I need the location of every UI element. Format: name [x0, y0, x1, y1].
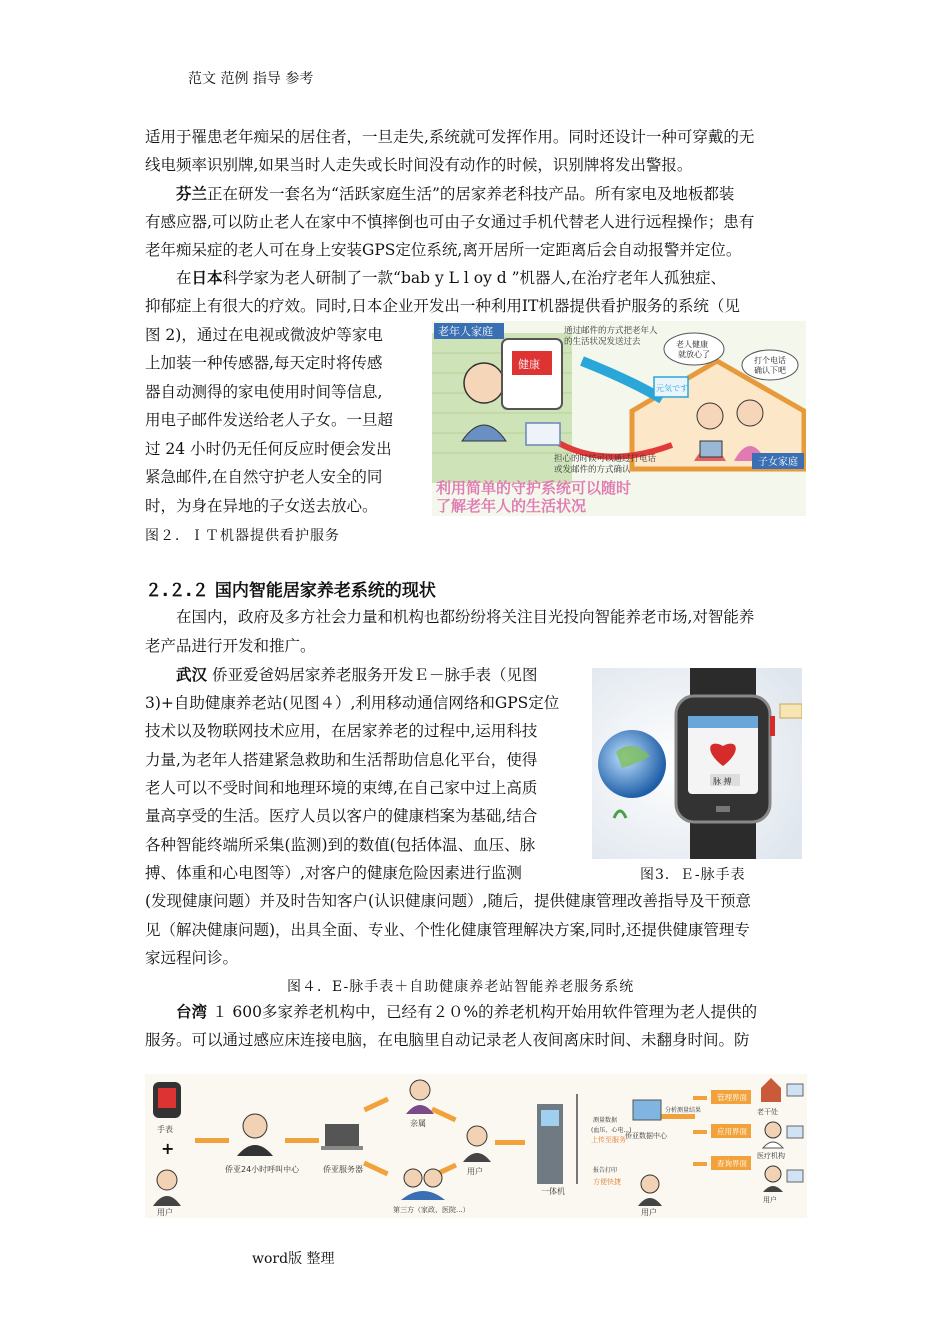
paragraph-line: 家远程问诊。: [145, 949, 239, 967]
label-analysis: 分析测量结果: [665, 1107, 702, 1114]
figure-3-caption: 图3．Ｅ-脉手表: [640, 867, 746, 883]
label-upload: (血压、心电...): [591, 1127, 632, 1134]
watch-strap-bottom: [690, 818, 756, 859]
label-print: 方便快捷: [593, 1178, 621, 1186]
bubble-kid-2: [742, 350, 798, 380]
family-icon: [410, 1080, 430, 1100]
user-icon: [765, 1166, 781, 1182]
paragraph-line: 力量,为老年人搭建紧急救助和生活帮助信息化平台，使得: [145, 751, 538, 769]
label-user-bottom: 用户: [641, 1208, 657, 1217]
paragraph-line: 抑郁症上有很大的疗效。同时,日本企业开发出一种利用IT机器提供看护服务的系统（见: [145, 297, 740, 315]
bubble-kid-1: [664, 333, 724, 365]
paragraph-line: 3)+自助健康养老站(见图４）,利用移动通信网络和GPS定位: [145, 694, 560, 712]
city-wuhan: 武汉: [176, 665, 208, 684]
tag-family: 子女家庭: [758, 457, 798, 468]
screen-icon: [787, 1170, 803, 1182]
laptop-icon: [700, 441, 722, 457]
label-query: 查询界面: [717, 1159, 747, 1168]
tag-health: 健康: [518, 358, 540, 371]
section-heading: ２.２.２ 国内智能居家养老系统的现状: [145, 581, 436, 601]
user-icon: [641, 1175, 659, 1193]
plus-icon: +: [161, 1139, 175, 1158]
country-japan: 日本: [191, 268, 223, 287]
page-header: 范文 范例 指导 参考: [188, 71, 314, 87]
label-datacenter: 侨亚数据中心: [625, 1132, 667, 1140]
daughter-icon: [737, 400, 763, 426]
user-icon: [467, 1126, 487, 1146]
paragraph-text: 在: [176, 269, 192, 287]
paragraph-line: 器自动测得的家电使用时间等信息,: [145, 383, 383, 401]
note-bottom-line: 担心的时候可以通过打电话: [554, 454, 657, 464]
label-medical: 医疗机构: [757, 1152, 785, 1160]
label-app: 应用界面: [717, 1127, 747, 1136]
note-bottom-line: 或发邮件的方式确认: [554, 465, 631, 475]
label-third: 第三方（家政、医院...）: [393, 1206, 470, 1214]
kiosk-screen: [541, 1110, 559, 1126]
paragraph-line: 老产品进行开发和推广。: [145, 637, 316, 655]
paragraph-line: 时，为身在异地的子女送去放心。: [145, 497, 378, 515]
country-finland: 芬兰: [176, 184, 208, 203]
label-callcenter: 侨亚24小时呼叫中心: [225, 1165, 300, 1174]
paragraph-line: 技术以及物联网技术应用，在居家养老的过程中,运用科技: [145, 722, 538, 740]
paragraph-line: 线电频率识别牌,如果当时人走失或长时间没有动作的时候，识别牌将发出警报。: [145, 156, 693, 174]
laptop-server-icon: [325, 1124, 359, 1146]
doctor-icon: [765, 1122, 781, 1138]
paragraph-line: 在国内，政府及多方社会力量和机构也都纷纷将关注目光投向智能养老市场,对智能养: [176, 608, 755, 626]
paragraph-line: [176, 268, 726, 288]
paragraph-line: 搏、体重和心电图等）,对客户的健康危险因素进行监测: [145, 864, 522, 882]
elderly-man-icon: [464, 363, 504, 403]
call-center-icon: [243, 1114, 267, 1138]
region-taiwan: 台湾: [176, 1002, 208, 1021]
tag-elder: 老年人家庭: [438, 325, 493, 338]
label-user-right: 用户: [763, 1196, 777, 1204]
paragraph-text: 侨亚爱爸妈居家养老服务开发Ｅ－脉手表（见图: [207, 666, 538, 684]
figure-2-caption: 图２．ＩＴ机器提供看护服务: [145, 528, 340, 544]
slogan-line: 利用简单的守护系统可以随时: [436, 479, 632, 497]
bubble-kid-1-line: 老人健康: [676, 340, 708, 349]
slogan-line: 了解老年人的生活状况: [436, 497, 587, 515]
paragraph-text: 科学家为老人研制了一款“bab y L l oy d ”机器人,在治疗老年人孤独症、: [222, 269, 726, 287]
figure-4-service-system: [145, 1074, 807, 1218]
label-upload: 测量数据: [593, 1117, 618, 1124]
page-footer: word版 整理: [252, 1251, 335, 1267]
paragraph-line: [176, 184, 734, 204]
mail-icon: [780, 704, 802, 718]
bubble-kid-2-line: 打个电话: [754, 356, 786, 365]
monitor-icon: [633, 1100, 661, 1120]
paragraph-line: [176, 665, 537, 685]
screen-icon: [787, 1126, 803, 1138]
paragraph-line: 见（解决健康问题)，出具全面、专业、个性化健康管理解决方案,同时,还提供健康管理专: [145, 921, 750, 939]
note-top-line: 的生活状况发送过去: [564, 337, 641, 347]
screen-icon: [787, 1084, 803, 1096]
paragraph-line: 量高享受的生活。医疗人员以客户的健康档案为基础,结合: [145, 807, 538, 825]
label-user-mid: 用户: [467, 1167, 483, 1176]
figure-2-it-care-illustration: [432, 321, 806, 516]
son-icon: [697, 403, 723, 429]
label-print: 报告打印: [593, 1167, 618, 1174]
figure-3-e-pulse-watch: [592, 668, 802, 859]
paragraph-text: １ 600多家养老机构中，已经有２０%的养老机构开始用软件管理为老人提供的: [207, 1003, 758, 1021]
laptop-base: [321, 1146, 363, 1150]
screen-label: 脉 搏: [713, 777, 732, 786]
label-upload: 上传至服务: [591, 1136, 626, 1144]
mail-label: 元気です: [656, 384, 688, 393]
figure-4-caption: 图４．E-脉手表＋自助健康养老站智能养老服务系统: [287, 979, 635, 995]
paragraph-line: 用电子邮件发送给老人子女。一旦超: [145, 411, 394, 429]
label-server: 侨亚服务器: [323, 1165, 363, 1174]
watch-speaker: [716, 806, 730, 812]
note-top-line: 通过邮件的方式把老年人: [564, 326, 658, 336]
label-user-left: 用户: [157, 1208, 173, 1217]
sos-button: [770, 716, 775, 736]
paragraph-line: 上加装一种传感器,每天定时将传感: [145, 354, 383, 372]
bubble-kid-2-line: 确认下吧: [754, 366, 786, 375]
watch-status-bar: [688, 716, 758, 728]
paragraph-line: 有感应器,可以防止老人在家中不慎摔倒也可由子女通过手机代替老人进行远程操作；患有: [145, 213, 755, 231]
paragraph-line: [176, 1002, 757, 1022]
label-mgmt: 管理界面: [717, 1093, 747, 1102]
paragraph-line: 各种智能终端所采集(监测)到的数值(包括体温、血压、脉: [145, 836, 536, 854]
paragraph-line: 老人可以不受时间和地理环境的束缚,在自己家中过上高质: [145, 779, 538, 797]
paragraph-line: 老年痴呆症的老人可在身上安装GPS定位系统,离开居所一定距离后会自动报警并定位。: [145, 241, 742, 259]
mail-icon: [526, 423, 560, 445]
label-family: 亲属: [410, 1119, 426, 1128]
watch-screen: [158, 1088, 176, 1108]
paragraph-line: 服务。可以通过感应床连接电脑，在电脑里自动记录老人夜间离床时间、未翻身时间。防: [145, 1031, 750, 1049]
paragraph-line: 过 24 小时仍无任何反应时便会发出: [145, 440, 392, 458]
paragraph-text: 正在研发一套名为“活跃家庭生活”的居家养老科技产品。所有家电及地板都装: [207, 185, 735, 203]
paragraph-line: 图 2)，通过在电视或微波炉等家电: [145, 326, 383, 344]
paragraph-line: 适用于罹患老年痴呆的居住者，一旦走失,系统就可发挥作用。同时还设计一种可穿戴的无: [145, 128, 755, 146]
bubble-kid-1-line: 就放心了: [678, 350, 710, 359]
label-watch: 手表: [157, 1125, 173, 1134]
paragraph-line: 紧急邮件,在自然守护老人安全的同: [145, 468, 383, 486]
user-icon: [157, 1170, 177, 1190]
label-kiosk: 一体机: [541, 1187, 565, 1196]
third-party-icon: [424, 1169, 442, 1187]
label-elder-office: 老干处: [757, 1108, 778, 1116]
third-party-icon: [404, 1169, 422, 1187]
paragraph-line: (发现健康问题）并及时告知客户(认识健康问题）,随后，提供健康管理改善指导及干预意: [145, 892, 752, 910]
